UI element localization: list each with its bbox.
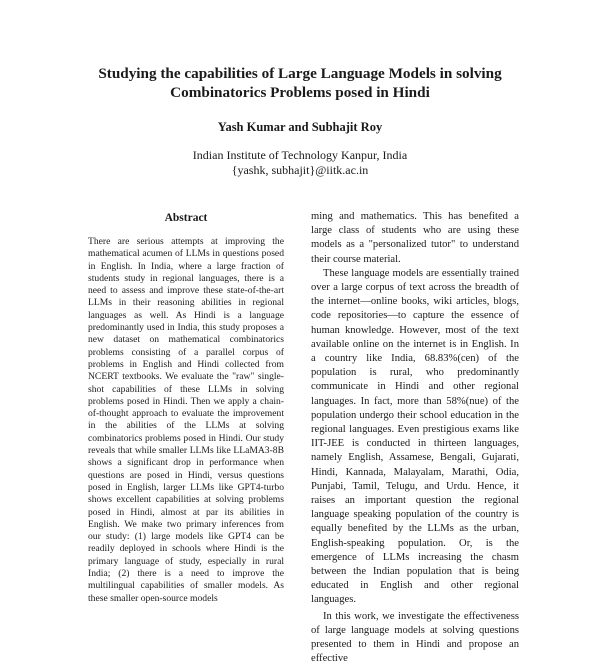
affiliation-institution: Indian Institute of Technology Kanpur, India <box>192 148 408 162</box>
paper-title <box>60 64 540 102</box>
title-line-1: Studying the capabilities of Large Language Models in solving <box>98 65 502 82</box>
body-paragraph-3: In this work, we investigate the effectiveness of large language models at solving questions presented to them in Hindi and propose an effective <box>311 610 519 665</box>
affiliation <box>60 148 540 178</box>
title-line-2: Combinatorics Problems posed in Hindi <box>170 84 430 101</box>
author-list: Yash Kumar and Subhajit Roy <box>217 120 383 134</box>
affiliation-email: {yashk, subhajit}@iitk.ac.in <box>231 163 369 177</box>
abstract-heading: Abstract <box>164 212 208 224</box>
body-paragraph-1: ming and mathematics. This has benefited a large class of students who are using these models as a "personalized tutor" to understand their course material. <box>311 211 519 265</box>
body-paragraph-2: These language models are essentially trained over a large corpus of text across the breadth of the internet—online books, wiki articles, blogs, code repositories—to capture the essence of human knowledge. However, most of the text available online on the internet is in English. In a country like India, 68.83%(cen) of the population is rural, who predominantly communicate in Hindi and other regional languages. In fact, more than 58%(nue) of the population undergo their school education in the regional languages. Even prestigious exams like IIT-JEE is conducted in thirteen languages, namely English, Assamese, Bengali, Gujarati, Hindi, Kannada, Malayalam, Marathi, Odia, Punjabi, Tamil, Telugu, and Urdu. Hence, it raises an important question the regional language speaking population of the country is equally benefited by the LLMs as the urban, English-speaking population. Or, is the emergence of LLMs increasing the chasm between the Indian population that is being educated in English and other regional languages. <box>311 267 519 606</box>
body-right-column <box>311 210 519 667</box>
abstract-body: There are serious attempts at improving the mathematical acumen of LLMs in questions posed in English. In India, where a large fraction of students study in regional languages, there is a need to assess and improve these state-of-the-art LLMs in their reasoning abilities in regional languages as well. As Hindi is a language predominantly used in India, this study proposes a new dataset on mathematical combinatorics problems consisting of a parallel corpus of problems in English and Hindi collected from NCERT textbooks. We evaluate the "raw" single-shot capabilities of these LLMs in solving problems posed in Hindi. Then we apply a chain-of-thought approach to evaluate the improvement in the abilities of the LLMs at solving combinatorics problems posed in Hindi. Our study reveals that while smaller LLMs like LLaMA3-8B shows a significant drop in performance when questions are posed in Hindi, versus questions posed in English, larger LLMs like GPT4-turbo shows excellent capabilities at solving problems posed in Hindi, almost at par its abilities in English. We make two primary inferences from our study: (1) large models like GPT4 can be readily deployed in schools where Hindi is the primary language of study, especially in rural India; (2) there is a need to improve the multilingual capabilities of smaller models. As these smaller open-source models <box>88 236 284 604</box>
